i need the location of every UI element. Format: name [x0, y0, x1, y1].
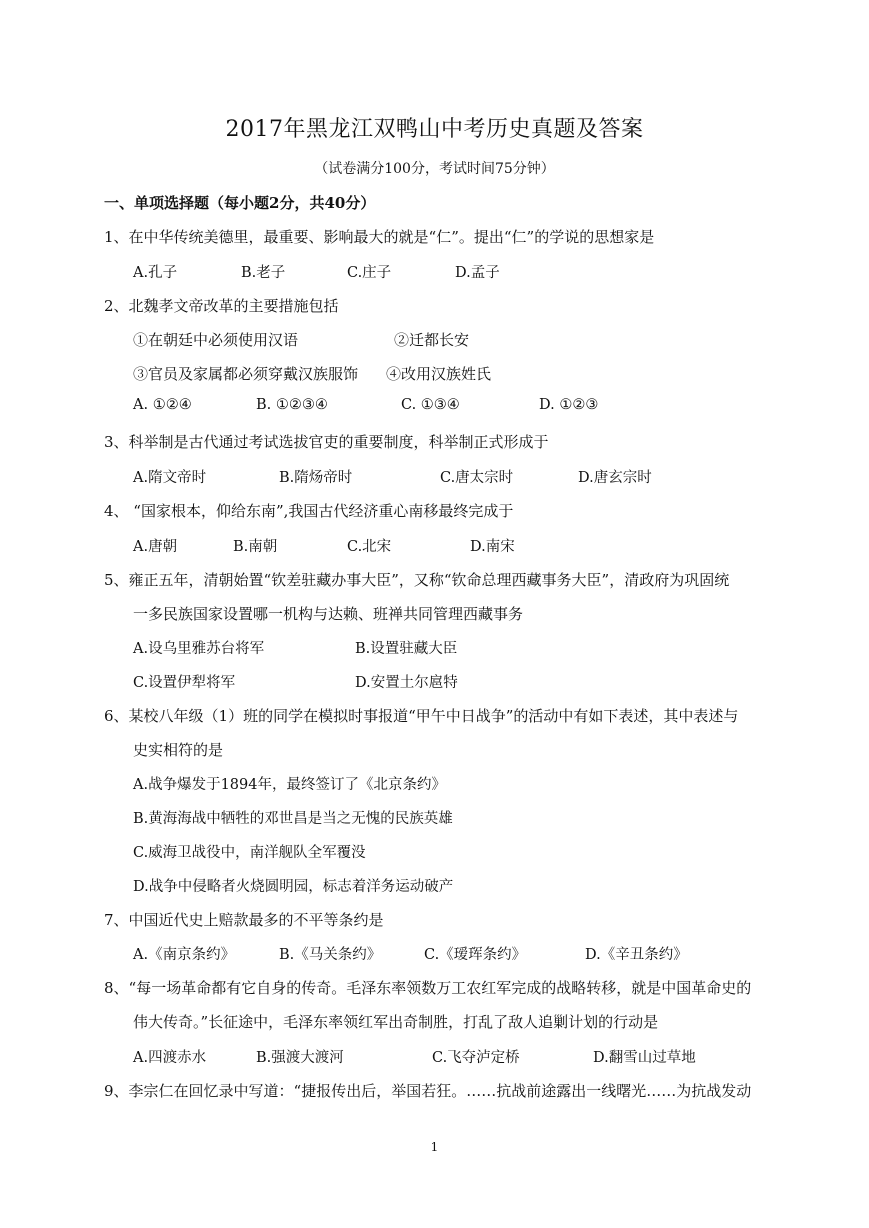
answer-option: D. ①②③	[539, 397, 599, 413]
document-title: 2017年黑龙江双鸭山中考历史真题及答案	[225, 117, 644, 142]
page-number: 1	[430, 1140, 439, 1154]
answer-option: B.黄海海战中牺牲的邓世昌是当之无愧的民族英雄	[133, 811, 453, 827]
question-stem-continued: 一多民族国家设置哪一机构与达赖、班禅共同管理西藏事务	[133, 605, 524, 623]
question-stem-continued: 伟大传奇。”长征途中，毛泽东率领红军出奇制胜，打乱了敌人追剿计划的行动是	[133, 1013, 659, 1031]
answer-option: B.老子	[241, 265, 286, 281]
answer-option: C.唐太宗时	[440, 470, 514, 486]
answer-option: A.《南京条约》	[133, 947, 236, 963]
question-stem: 2、北魏孝文帝改革的主要措施包括	[104, 297, 339, 315]
answer-option: D.翻雪山过草地	[593, 1050, 696, 1066]
question-stem: 7、中国近代史上赔款最多的不平等条约是	[104, 911, 384, 929]
answer-option: C.设置伊犁将军	[133, 675, 236, 691]
answer-option: D.唐玄宗时	[578, 470, 652, 486]
answer-option: D.安置土尔扈特	[355, 675, 458, 691]
answer-option: B. ①②③④	[256, 397, 328, 413]
answer-option: A. ①②④	[133, 397, 192, 413]
answer-option: A.四渡赤水	[133, 1050, 207, 1066]
answer-option: C.《瑷珲条约》	[424, 947, 527, 963]
question-stem: 4、 “国家根本，仰给东南”,我国古代经济重心南移最终完成于	[104, 502, 514, 520]
answer-option: C.庄子	[347, 265, 392, 281]
question-stem: 8、“每一场革命都有它自身的传奇。毛泽东率领数万工农红军完成的战略转移，就是中国革命史的	[104, 979, 752, 997]
statement-item: ③官员及家属都必须穿戴汉族服饰	[133, 365, 359, 383]
question-stem: 1、在中华传统美德里，最重要、影响最大的就是“仁”。提出“仁”的学说的思想家是	[104, 228, 655, 246]
answer-option: D.战争中侵略者火烧圆明园，标志着洋务运动破产	[133, 879, 454, 895]
answer-option: D.南宋	[470, 539, 515, 555]
question-stem-continued: 史实相符的是	[133, 741, 224, 759]
answer-option: A.设乌里雅苏台将军	[133, 641, 265, 657]
statement-item: ④改用汉族姓氏	[386, 365, 492, 383]
answer-option: A.唐朝	[133, 539, 178, 555]
answer-option: C.飞夺泸定桥	[432, 1050, 520, 1066]
answer-option: C.威海卫战役中，南洋舰队全军覆没	[133, 845, 366, 861]
answer-option: C.北宋	[347, 539, 392, 555]
answer-option: B.《马关条约》	[279, 947, 382, 963]
question-stem: 5、雍正五年，清朝始置“钦差驻藏办事大臣”，又称“钦命总理西藏事务大臣”，清政府为巩固统	[104, 571, 730, 589]
statement-item: ①在朝廷中必须使用汉语	[133, 331, 299, 349]
answer-option: D.孟子	[455, 265, 500, 281]
answer-option: C. ①③④	[401, 397, 460, 413]
question-stem: 3、科举制是古代通过考试选拔官吏的重要制度，科举制正式形成于	[104, 433, 549, 451]
answer-option: B.设置驻藏大臣	[355, 641, 458, 657]
answer-option: B.强渡大渡河	[256, 1050, 344, 1066]
question-stem: 6、某校八年级（1）班的同学在模拟时事报道“甲午中日战争”的活动中有如下表述，其中表述与	[104, 707, 739, 725]
answer-option: D.《辛丑条约》	[585, 947, 688, 963]
answer-option: A.隋文帝时	[133, 470, 207, 486]
answer-option: B.隋炀帝时	[279, 470, 353, 486]
exam-info: （试卷满分100分，考试时间75分钟）	[314, 161, 555, 177]
answer-option: A.战争爆发于1894年，最终签订了《北京条约》	[133, 777, 446, 793]
answer-option: A.孔子	[133, 265, 178, 281]
section-heading: 一、单项选择题（每小题2分，共40分）	[104, 194, 376, 212]
question-stem: 9、李宗仁在回忆录中写道：“捷报传出后，举国若狂。……抗战前途露出一线曙光……为抗战发动	[104, 1082, 752, 1100]
answer-option: B.南朝	[233, 539, 278, 555]
statement-item: ②迁都长安	[394, 331, 470, 349]
